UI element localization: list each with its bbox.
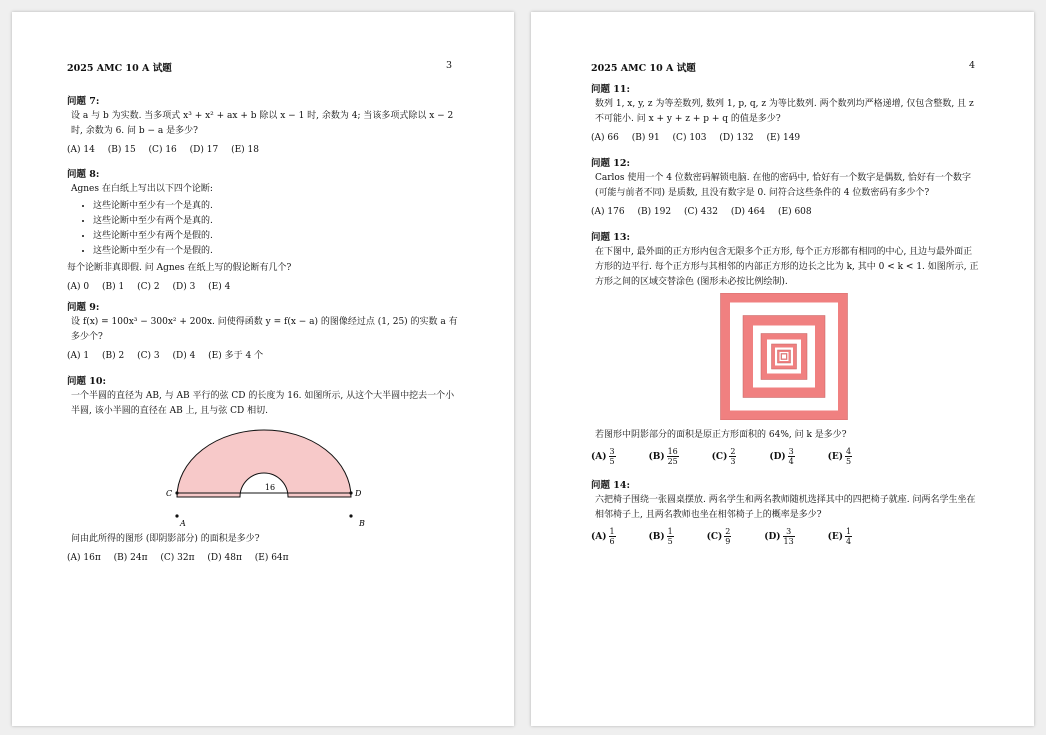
choice-b: (B) $\frac{1}{5}$ — [648, 527, 673, 546]
question-title: 问题 12: — [591, 158, 631, 169]
page-header: 2025 AMC 10 A 试题 — [67, 63, 172, 74]
choice-e: (E) 18 — [231, 145, 259, 155]
choice-c: (C) 103 — [672, 133, 707, 143]
choice-b: (B) 91 — [631, 133, 660, 143]
page-header: 2025 AMC 10 A 试题 — [591, 63, 696, 74]
question-title: 问题 13: — [591, 232, 631, 243]
choice-b: (B) 1 — [101, 282, 125, 292]
question-title: 问题 14: — [591, 480, 631, 491]
choice-c: (C) 32π — [160, 553, 195, 563]
answer-choices — [67, 349, 459, 364]
choice-a: (A) 14 — [67, 145, 95, 155]
question-text: 每个论断非真即假. 问 Agnes 在纸上写的假论断有几个? — [67, 263, 292, 273]
chord-length-label: 16 — [264, 483, 276, 492]
list-item: • 这些论断中至少有两个是假的. — [93, 229, 459, 244]
choice-d: (D) $\frac{3}{13}$ — [764, 527, 794, 546]
question-intro: Agnes 在白纸上写出以下四个论断: — [71, 184, 213, 194]
choice-b: (B) 15 — [107, 145, 136, 155]
point-d — [349, 491, 352, 494]
list-item: • 这些论断中至少有一个是假的. — [93, 244, 459, 259]
answer-choices — [67, 551, 459, 566]
question-text: 数列 1, x, y, z 为等差数列, 数列 1, p, q, z 为等比数列. 两个数列均严格递增, 仅包含整数, 且 z 不可能小. 问 x + y + z + p + q 的值是多少? — [595, 99, 974, 124]
choice-d: (D) 464 — [730, 207, 766, 217]
answer-choices — [591, 131, 981, 146]
choice-e: (E) 608 — [777, 207, 812, 217]
choice-b: (B) 2 — [101, 351, 125, 361]
question-13-prompt — [591, 428, 981, 466]
label-b: B — [359, 519, 365, 528]
question-title: 问题 9: — [67, 302, 100, 313]
choice-c: (C) $\frac{2}{9}$ — [706, 527, 731, 546]
square-11 — [782, 355, 786, 359]
choice-d: (D) 4 — [172, 351, 196, 361]
answer-choices — [591, 447, 981, 466]
page-3 — [12, 12, 514, 726]
question-9 — [67, 300, 459, 364]
label-c: C — [166, 489, 173, 498]
choice-d: (D) 3 — [172, 282, 196, 292]
choice-a: (A) 16π — [67, 553, 101, 563]
choice-c: (C) 2 — [137, 282, 160, 292]
choice-e: (E) $\frac{4}{5}$ — [827, 447, 852, 466]
list-item: • 这些论断中至少有两个是真的. — [93, 214, 459, 229]
point-c — [175, 491, 178, 494]
nested-squares-figure — [720, 293, 848, 420]
answer-choices — [591, 527, 981, 546]
question-text: 问由此所得的图形 (即阴影部分) 的面积是多少? — [71, 534, 260, 544]
choice-a: (A) $\frac{3}{5}$ — [591, 447, 615, 466]
question-text: 若图形中阴影部分的面积是原正方形面积的 64%, 问 k 是多少? — [595, 430, 847, 440]
choice-e: (E) 149 — [766, 133, 801, 143]
choice-c: (C) $\frac{2}{3}$ — [711, 447, 736, 466]
statement-list — [67, 199, 459, 259]
question-10-prompt — [67, 532, 459, 566]
semicircle-figure — [162, 420, 372, 530]
question-14 — [591, 478, 981, 546]
choice-b: (B) 192 — [637, 207, 672, 217]
choice-e: (E) $\frac{1}{4}$ — [827, 527, 852, 546]
question-13 — [591, 230, 981, 290]
question-text: Carlos 使用一个 4 位数密码解锁电脑. 在他的密码中, 恰好有一个数字是偶数, 恰好有一个数字 (可能与前者不同) 是质数, 且没有数字是 0. 问符合这些条件的 4 位数密码有多少个? — [595, 173, 971, 198]
choice-a: (A) $\frac{1}{6}$ — [591, 527, 615, 546]
choice-b: (B) 24π — [113, 553, 148, 563]
choice-d: (D) $\frac{3}{4}$ — [769, 447, 794, 466]
choice-c: (C) 432 — [684, 207, 718, 217]
answer-choices — [67, 280, 459, 295]
label-a: A — [180, 519, 186, 528]
question-11 — [591, 82, 981, 146]
question-7 — [67, 94, 459, 158]
label-d: D — [355, 489, 362, 498]
page-4 — [531, 12, 1034, 726]
choice-b: (B) $\frac{16}{25}$ — [648, 447, 678, 466]
list-item: • 这些论断中至少有一个是真的. — [93, 199, 459, 214]
choice-d: (D) 17 — [189, 145, 219, 155]
choice-a: (A) 66 — [591, 133, 619, 143]
page-number: 3 — [446, 60, 453, 71]
question-text: 一个半圆的直径为 AB, 与 AB 平行的弦 CD 的长度为 16. 如图所示, 从这个大半圆中挖去一个小半圆, 该小半圆的直径在 AB 上, 且与弦 CD 相切. — [71, 391, 455, 416]
question-text: 在下图中, 最外面的正方形内包含无限多个正方形, 每个正方形都有相同的中心, 且边与最外面正方形的边平行. 每个正方形与其相邻的内部正方形的边长之比为 k, 其中 0 < k < 1. 如图所示, 正方形之间的区域交替涂色 (图形未必按比例绘制). — [595, 247, 979, 287]
question-text: 设 f(x) = 100x³ − 300x² + 200x. 问使得函数 y = f(x − a) 的图像经过点 (1, 25) 的实数 a 有多少个? — [71, 317, 458, 342]
choice-c: (C) 3 — [137, 351, 160, 361]
answer-choices — [67, 143, 459, 158]
question-text: 六把椅子围绕一张圆桌摆放. 两名学生和两名教师随机选择其中的四把椅子就座. 问两名学生坐在相邻椅子上, 且两名教师也坐在相邻椅子上的概率是多少? — [595, 495, 976, 520]
choice-a: (A) 0 — [67, 282, 90, 292]
question-title: 问题 8: — [67, 169, 100, 180]
question-title: 问题 11: — [591, 84, 631, 95]
question-10 — [67, 374, 459, 419]
choice-e: (E) 多于 4 个 — [208, 351, 264, 361]
question-text: 设 a 与 b 为实数. 当多项式 x³ + x² + ax + b 除以 x − 1 时, 余数为 4; 当该多项式除以 x − 2 时, 余数为 6. 问 b − a 是多少? — [71, 111, 454, 136]
answer-choices — [591, 205, 981, 220]
page-number: 4 — [969, 60, 976, 71]
choice-c: (C) 16 — [148, 145, 177, 155]
question-8 — [67, 167, 459, 295]
choice-e: (E) 4 — [208, 282, 231, 292]
choice-d: (D) 132 — [719, 133, 754, 143]
choice-d: (D) 48π — [207, 553, 242, 563]
choice-a: (A) 1 — [67, 351, 90, 361]
question-title: 问题 7: — [67, 96, 100, 107]
question-title: 问题 10: — [67, 376, 107, 387]
choice-a: (A) 176 — [591, 207, 625, 217]
choice-e: (E) 64π — [254, 553, 289, 563]
question-12 — [591, 156, 981, 220]
